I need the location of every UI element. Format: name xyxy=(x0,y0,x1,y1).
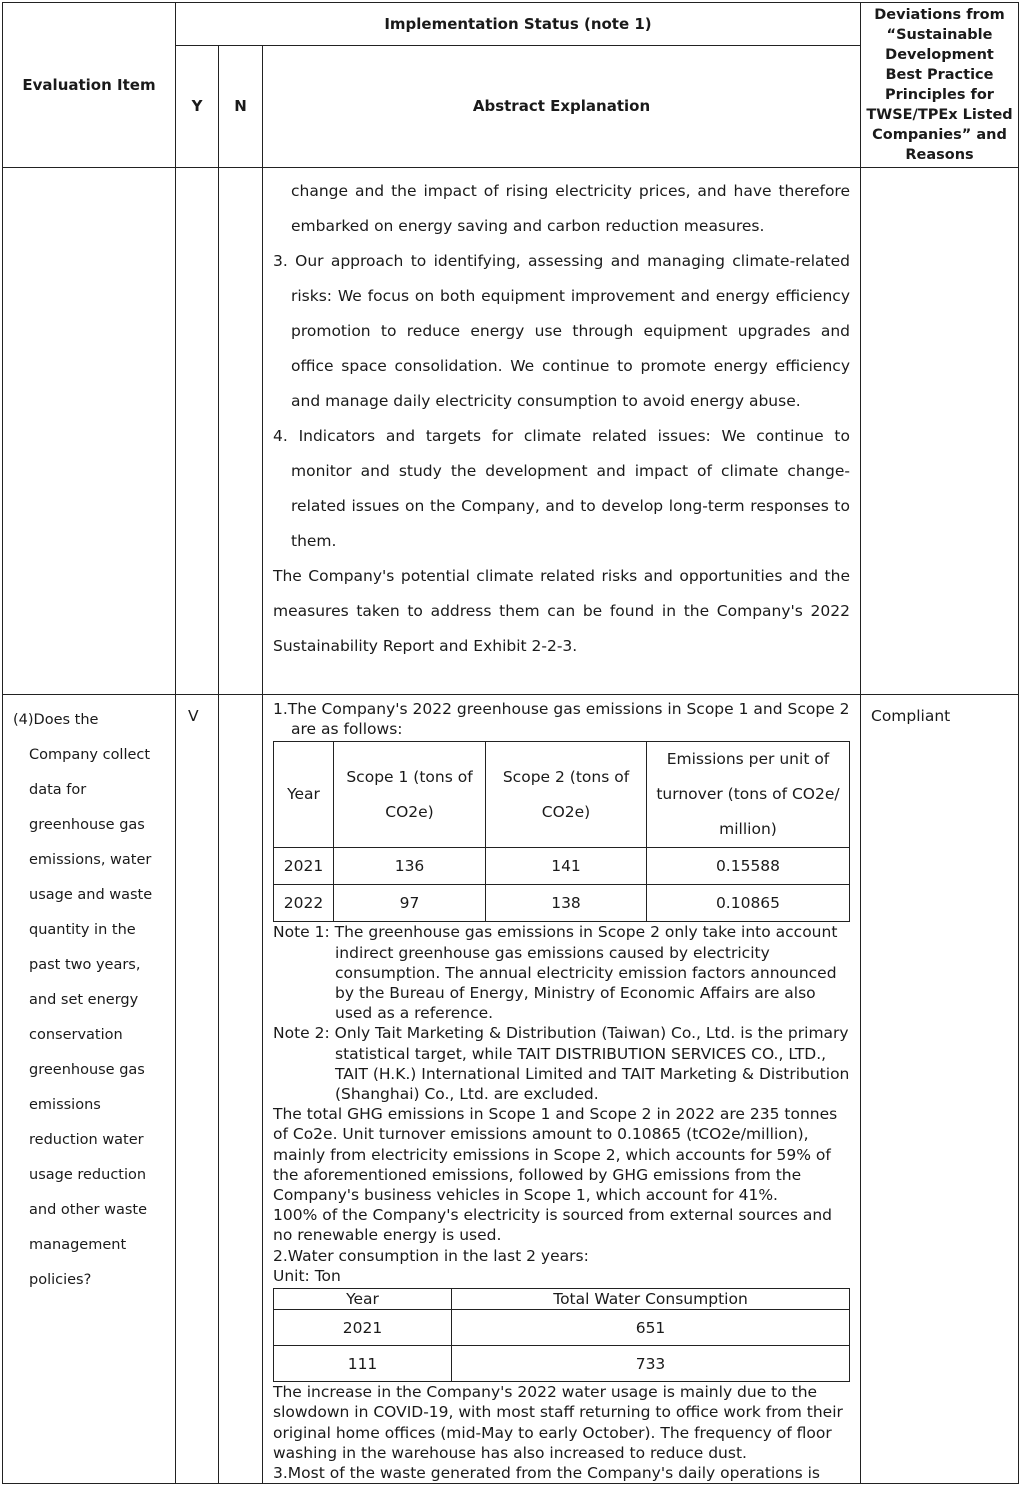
ghg-cell: 97 xyxy=(334,885,486,922)
ghg-note-1: Note 1: The greenhouse gas emissions in Scope 2 only take into account indirect greenhouse gas emissions caused by electricity consumption. The annual electricity emission factors announced by the Bureau of Energy, Ministry of Economic Affairs are also used as a reference. xyxy=(273,923,838,1023)
ghg-cell: 0.15588 xyxy=(647,848,850,885)
cg-evaluation-table xyxy=(2,2,1019,1484)
header-y: Y xyxy=(176,45,219,167)
header-implementation-status: Implementation Status (note 1) xyxy=(176,3,861,46)
water-cell: 733 xyxy=(452,1346,850,1382)
climate-closing-paragraph: The Company's potential climate related risks and opportunities and the measures taken to address them can be found in the Company's 2022 Sustainability Report and Exhibit 2-2-3. xyxy=(273,567,850,655)
ghg-cell: 136 xyxy=(334,848,486,885)
water-consumption-table xyxy=(273,1288,850,1382)
ghg-cell: 141 xyxy=(486,848,647,885)
ghg-cell: 138 xyxy=(486,885,647,922)
table-row xyxy=(274,1346,850,1382)
y-cell-empty xyxy=(176,168,219,695)
ghg-col-header: Scope 1 (tons of CO2e) xyxy=(334,742,486,848)
electricity-source: 100% of the Company's electricity is sourced from external sources and no renewable energy is used. xyxy=(273,1206,833,1245)
climate-paragraph-continued: change and the impact of rising electricity prices, and have therefore embarked on energy saving and carbon reduction measures. xyxy=(291,182,850,235)
ghg-cell: 0.10865 xyxy=(647,885,850,922)
climate-item-4: 4. Indicators and targets for climate related issues: We continue to monitor and study the development and impact of climate change-related issues on the Company, and to develop long-term responses to them. xyxy=(273,427,850,550)
header-abstract-explanation: Abstract Explanation xyxy=(263,45,861,167)
ghg-col-header: Scope 2 (tons of CO2e) xyxy=(486,742,647,848)
ghg-cell: 2021 xyxy=(274,848,334,885)
evaluation-question-4: (4)Does the Company collect data for greenhouse gas emissions, water usage and waste quantity in the past two years, and set energy conservation greenhouse gas emissions reduction water usage reduction and other waste management policies? xyxy=(13,712,153,1288)
water-col-header: Total Water Consumption xyxy=(452,1289,850,1310)
water-col-header: Year xyxy=(274,1289,452,1310)
table-row xyxy=(274,1310,850,1346)
water-cell: 111 xyxy=(274,1346,452,1382)
water-intro: 2.Water consumption in the last 2 years: xyxy=(273,1246,589,1265)
header-n: N xyxy=(219,45,263,167)
explanation-cell-4 xyxy=(263,695,861,1484)
ghg-emissions-table xyxy=(273,741,850,922)
deviation-compliant: Compliant xyxy=(861,695,1019,1484)
water-cell: 2021 xyxy=(274,1310,452,1346)
ghg-col-header: Emissions per unit of turnover (tons of CO2e/ million) xyxy=(647,742,850,848)
deviation-cell-empty xyxy=(861,168,1019,695)
ghg-col-header: Year xyxy=(274,742,334,848)
water-increase-explanation: The increase in the Company's 2022 water usage is mainly due to the slowdown in COVID-19, with most staff returning to office work from their original home offices (mid-May to early October). The frequency of floor washing in the warehouse has also increased to reduce dust. xyxy=(273,1383,843,1462)
table-row xyxy=(274,848,850,885)
table-row xyxy=(274,885,850,922)
n-cell-empty xyxy=(219,168,263,695)
waste-intro: 3.Most of the waste generated from the Company's daily operations is xyxy=(273,1464,820,1483)
climate-item-3: 3. Our approach to identifying, assessing and managing climate-related risks: We focus on both equipment improvement and energy efficiency promotion to reduce energy use through equipment upgrades and office space consolidation. We continue to promote energy efficiency and manage daily electricity consumption to avoid energy abuse. xyxy=(273,252,850,410)
ghg-note-2: Note 2: Only Tait Marketing & Distribution (Taiwan) Co., Ltd. is the primary statistical target, while TAIT DISTRIBUTION SERVICES CO., LTD., TAIT (H.K.) International Limited and TAIT Marketing & Distribution (Shanghai) Co., Ltd. are excluded. xyxy=(273,1024,850,1104)
evaluation-item-4 xyxy=(3,695,176,1484)
table-row xyxy=(3,695,1019,1484)
eval-item-cell-empty xyxy=(3,168,176,695)
explanation-cell xyxy=(263,168,861,695)
water-cell: 651 xyxy=(452,1310,850,1346)
ghg-cell: 2022 xyxy=(274,885,334,922)
water-unit: Unit: Ton xyxy=(273,1266,341,1285)
header-deviations: Deviations from “Sustainable Development Best Practice Principles for TWSE/TPEx Listed Companies” and Reasons xyxy=(861,3,1019,168)
header-evaluation-item: Evaluation Item xyxy=(3,3,176,168)
y-mark: V xyxy=(176,695,219,1484)
n-mark xyxy=(219,695,263,1484)
ghg-intro: 1.The Company's 2022 greenhouse gas emissions in Scope 1 and Scope 2 are as follows: xyxy=(273,700,850,739)
ghg-summary: The total GHG emissions in Scope 1 and Scope 2 in 2022 are 235 tonnes of Co2e. Unit turnover emissions amount to 0.10865 (tCO2e/million), mainly from electricity emissions in Scope 2, which accounts for 59% of the aforementioned emissions, followed by GHG emissions from the Company's business vehicles in Scope 1, which account for 41%. xyxy=(273,1105,838,1205)
table-row xyxy=(3,168,1019,695)
